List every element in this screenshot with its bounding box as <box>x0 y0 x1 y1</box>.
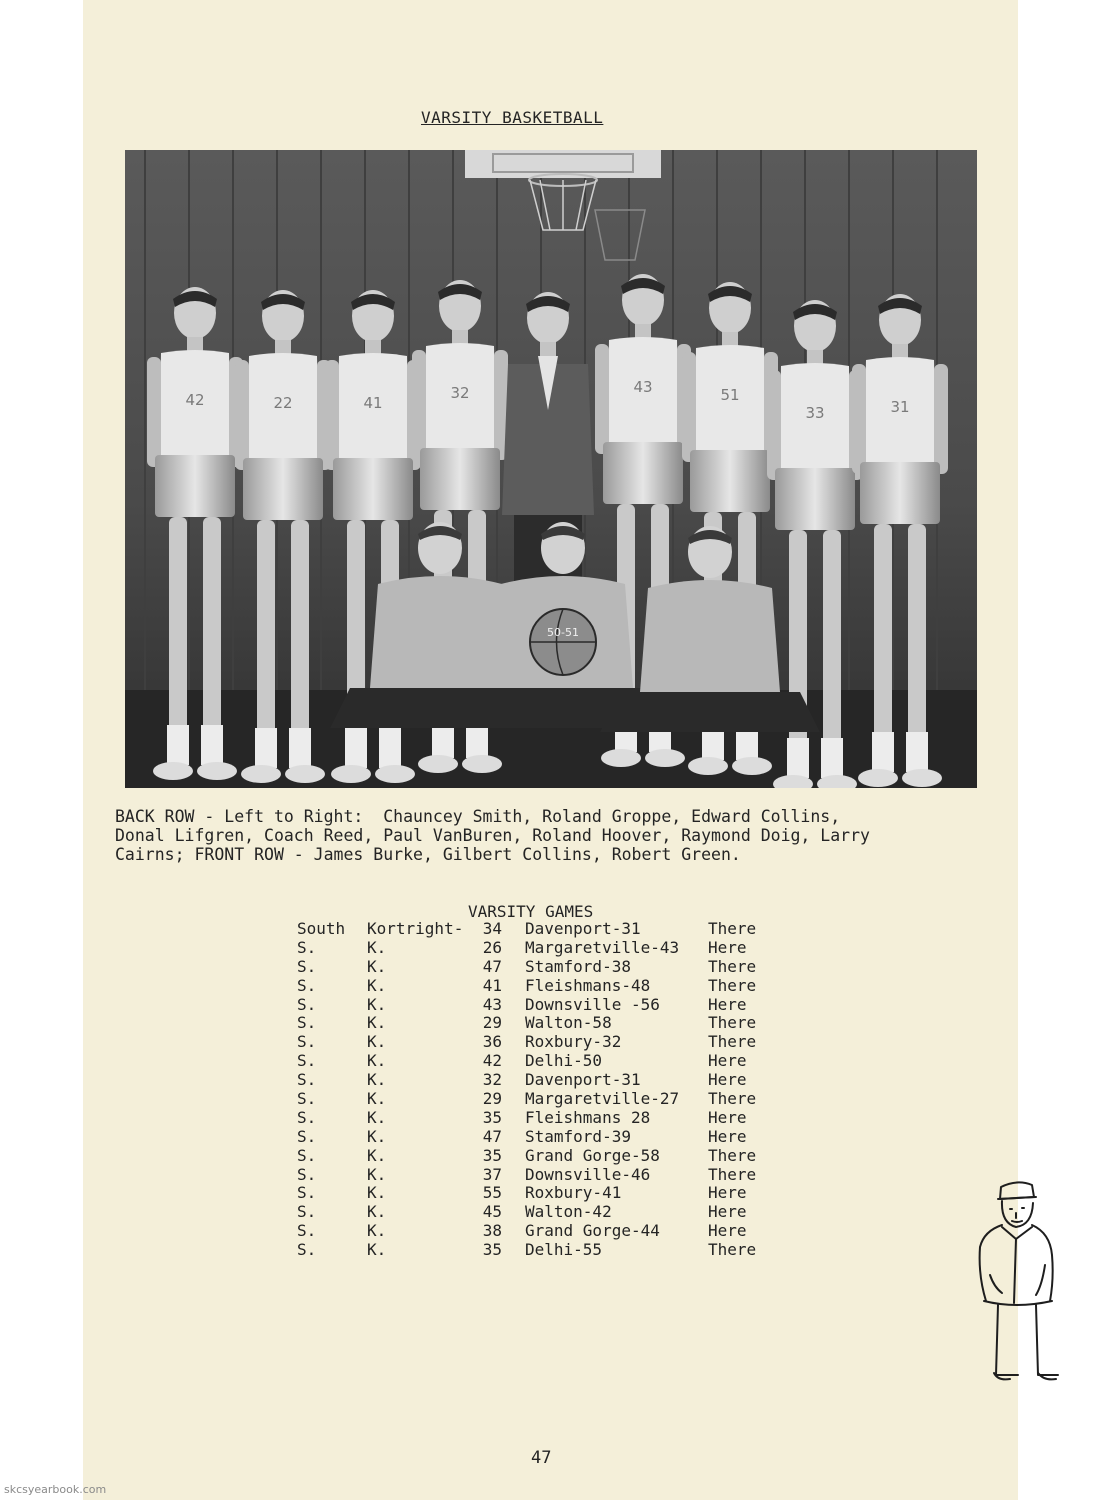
school-name: S. <box>297 1183 317 1203</box>
opponent-score: Downsville-46 <box>525 1164 651 1184</box>
opponent-score: Downsville -56 <box>525 994 660 1014</box>
sk-score: 45 <box>482 1202 502 1222</box>
game-venue: Here <box>708 1183 747 1203</box>
game-venue: Here <box>708 937 747 957</box>
school-name: K. <box>367 1126 387 1146</box>
game-row <box>297 1128 797 1147</box>
school-name: S. <box>297 937 317 957</box>
page-title: VARSITY BASKETBALL <box>421 108 604 127</box>
school-name: K. <box>367 1013 387 1033</box>
sk-score: 55 <box>482 1183 502 1203</box>
opponent-score: Stamford-39 <box>525 1126 631 1146</box>
school-name: S. <box>297 1013 317 1033</box>
games-title: VARSITY GAMES <box>468 902 594 921</box>
game-venue: There <box>708 975 757 995</box>
sk-score: 42 <box>482 1051 502 1071</box>
game-row <box>297 977 797 996</box>
yearbook-page <box>83 0 1018 1500</box>
game-row <box>297 996 797 1015</box>
game-venue: Here <box>708 1051 747 1071</box>
opponent-score: Fleishmans 28 <box>525 1107 651 1127</box>
school-name: K. <box>367 1070 387 1090</box>
school-name: K. <box>367 1107 387 1127</box>
school-name: K. <box>367 1032 387 1052</box>
game-venue: Here <box>708 1202 747 1222</box>
opponent-score: Davenport-31 <box>525 919 641 938</box>
game-row <box>297 1090 797 1109</box>
game-venue: There <box>708 1089 757 1109</box>
sk-score: 47 <box>482 956 502 976</box>
game-row <box>297 1014 797 1033</box>
sk-score: 47 <box>482 1126 502 1146</box>
game-row <box>297 1071 797 1090</box>
sk-score: 37 <box>482 1164 502 1184</box>
jersey-number: 33 <box>805 404 825 422</box>
sk-score: 29 <box>482 1013 502 1033</box>
game-venue: Here <box>708 1107 747 1127</box>
game-row <box>297 958 797 977</box>
game-venue: Here <box>708 1126 747 1146</box>
game-venue: There <box>708 1032 757 1052</box>
game-row <box>297 1184 797 1203</box>
page-number: 47 <box>531 1448 552 1468</box>
opponent-score: Grand Gorge-58 <box>525 1145 660 1165</box>
school-name: S. <box>297 1221 317 1241</box>
sk-score: 36 <box>482 1032 502 1052</box>
school-name: S. <box>297 1107 317 1127</box>
game-row <box>297 1203 797 1222</box>
sk-score: 32 <box>482 1070 502 1090</box>
opponent-score: Davenport-31 <box>525 1070 641 1090</box>
opponent-score: Margaretville-27 <box>525 1089 680 1109</box>
jersey-number: 22 <box>273 394 293 412</box>
games-schedule-table <box>297 920 797 1260</box>
jersey-number: 42 <box>185 391 205 409</box>
sk-score: 35 <box>482 1240 502 1260</box>
school-name: South <box>297 919 346 938</box>
opponent-score: Margaretville-43 <box>525 937 680 957</box>
site-watermark: skcsyearbook.com <box>4 1483 107 1496</box>
school-name: S. <box>297 1070 317 1090</box>
game-venue: There <box>708 1145 757 1165</box>
school-name: K. <box>367 937 387 957</box>
jersey-number: 43 <box>633 378 653 396</box>
opponent-score: Roxbury-41 <box>525 1183 622 1203</box>
game-row <box>297 939 797 958</box>
school-name: Kortright- <box>367 919 464 938</box>
team-photo <box>125 150 977 788</box>
game-venue: Here <box>708 1221 747 1241</box>
opponent-score: Walton-58 <box>525 1013 612 1033</box>
sk-score: 38 <box>482 1221 502 1241</box>
jersey-number: 32 <box>450 384 470 402</box>
game-venue: There <box>708 1240 757 1260</box>
opponent-score: Grand Gorge-44 <box>525 1221 660 1241</box>
school-name: K. <box>367 1145 387 1165</box>
opponent-score: Fleishmans-48 <box>525 975 651 995</box>
game-row <box>297 1147 797 1166</box>
basketball <box>530 609 596 675</box>
school-name: S. <box>297 994 317 1014</box>
jersey-number: 51 <box>720 386 740 404</box>
game-row <box>297 1166 797 1185</box>
school-name: S. <box>297 1051 317 1071</box>
opponent-score: Delhi-50 <box>525 1051 603 1071</box>
sk-score: 26 <box>482 937 502 957</box>
game-row <box>297 1033 797 1052</box>
sk-score: 35 <box>482 1107 502 1127</box>
school-name: K. <box>367 1183 387 1203</box>
school-name: K. <box>367 1051 387 1071</box>
ball-label: 50-51 <box>547 626 579 639</box>
game-venue: There <box>708 956 757 976</box>
opponent-score: Delhi-55 <box>525 1240 603 1260</box>
game-row <box>297 920 797 939</box>
opponent-score: Roxbury-32 <box>525 1032 622 1052</box>
school-name: K. <box>367 1221 387 1241</box>
opponent-score: Walton-42 <box>525 1202 612 1222</box>
sk-score: 29 <box>482 1089 502 1109</box>
game-venue: Here <box>708 1070 747 1090</box>
school-name: S. <box>297 1126 317 1146</box>
school-name: S. <box>297 1089 317 1109</box>
opponent-score: Stamford-38 <box>525 956 631 976</box>
school-name: S. <box>297 956 317 976</box>
sk-score: 41 <box>482 975 502 995</box>
school-name: S. <box>297 1032 317 1052</box>
school-name: K. <box>367 994 387 1014</box>
game-venue: There <box>708 1013 757 1033</box>
school-name: S. <box>297 1202 317 1222</box>
sk-score: 35 <box>482 1145 502 1165</box>
jersey-number: 41 <box>363 394 383 412</box>
game-row <box>297 1052 797 1071</box>
school-name: K. <box>367 956 387 976</box>
game-row <box>297 1109 797 1128</box>
jersey-number: 31 <box>890 398 910 416</box>
sk-score: 43 <box>482 994 502 1014</box>
school-name: S. <box>297 975 317 995</box>
game-venue: Here <box>708 994 747 1014</box>
school-name: K. <box>367 1089 387 1109</box>
school-name: K. <box>367 1240 387 1260</box>
school-name: S. <box>297 1164 317 1184</box>
school-name: S. <box>297 1240 317 1260</box>
school-name: K. <box>367 1164 387 1184</box>
game-venue: There <box>708 1164 757 1184</box>
photo-caption: BACK ROW - Left to Right: Chauncey Smith, Roland Groppe, Edward Collins, Donal Lifgren, Coach Reed, Paul VanBuren, Roland Hoover, Raymond Doig, Larry Cairns; FRONT ROW - James Burke, Gilbert Collins, Robert Green. <box>115 807 870 864</box>
game-row <box>297 1222 797 1241</box>
sk-score: 34 <box>482 919 502 938</box>
school-name: K. <box>367 1202 387 1222</box>
school-name: K. <box>367 975 387 995</box>
school-name: S. <box>297 1145 317 1165</box>
game-venue: There <box>708 919 757 938</box>
coach-cartoon-drawing <box>898 1175 1068 1400</box>
game-row <box>297 1241 797 1260</box>
